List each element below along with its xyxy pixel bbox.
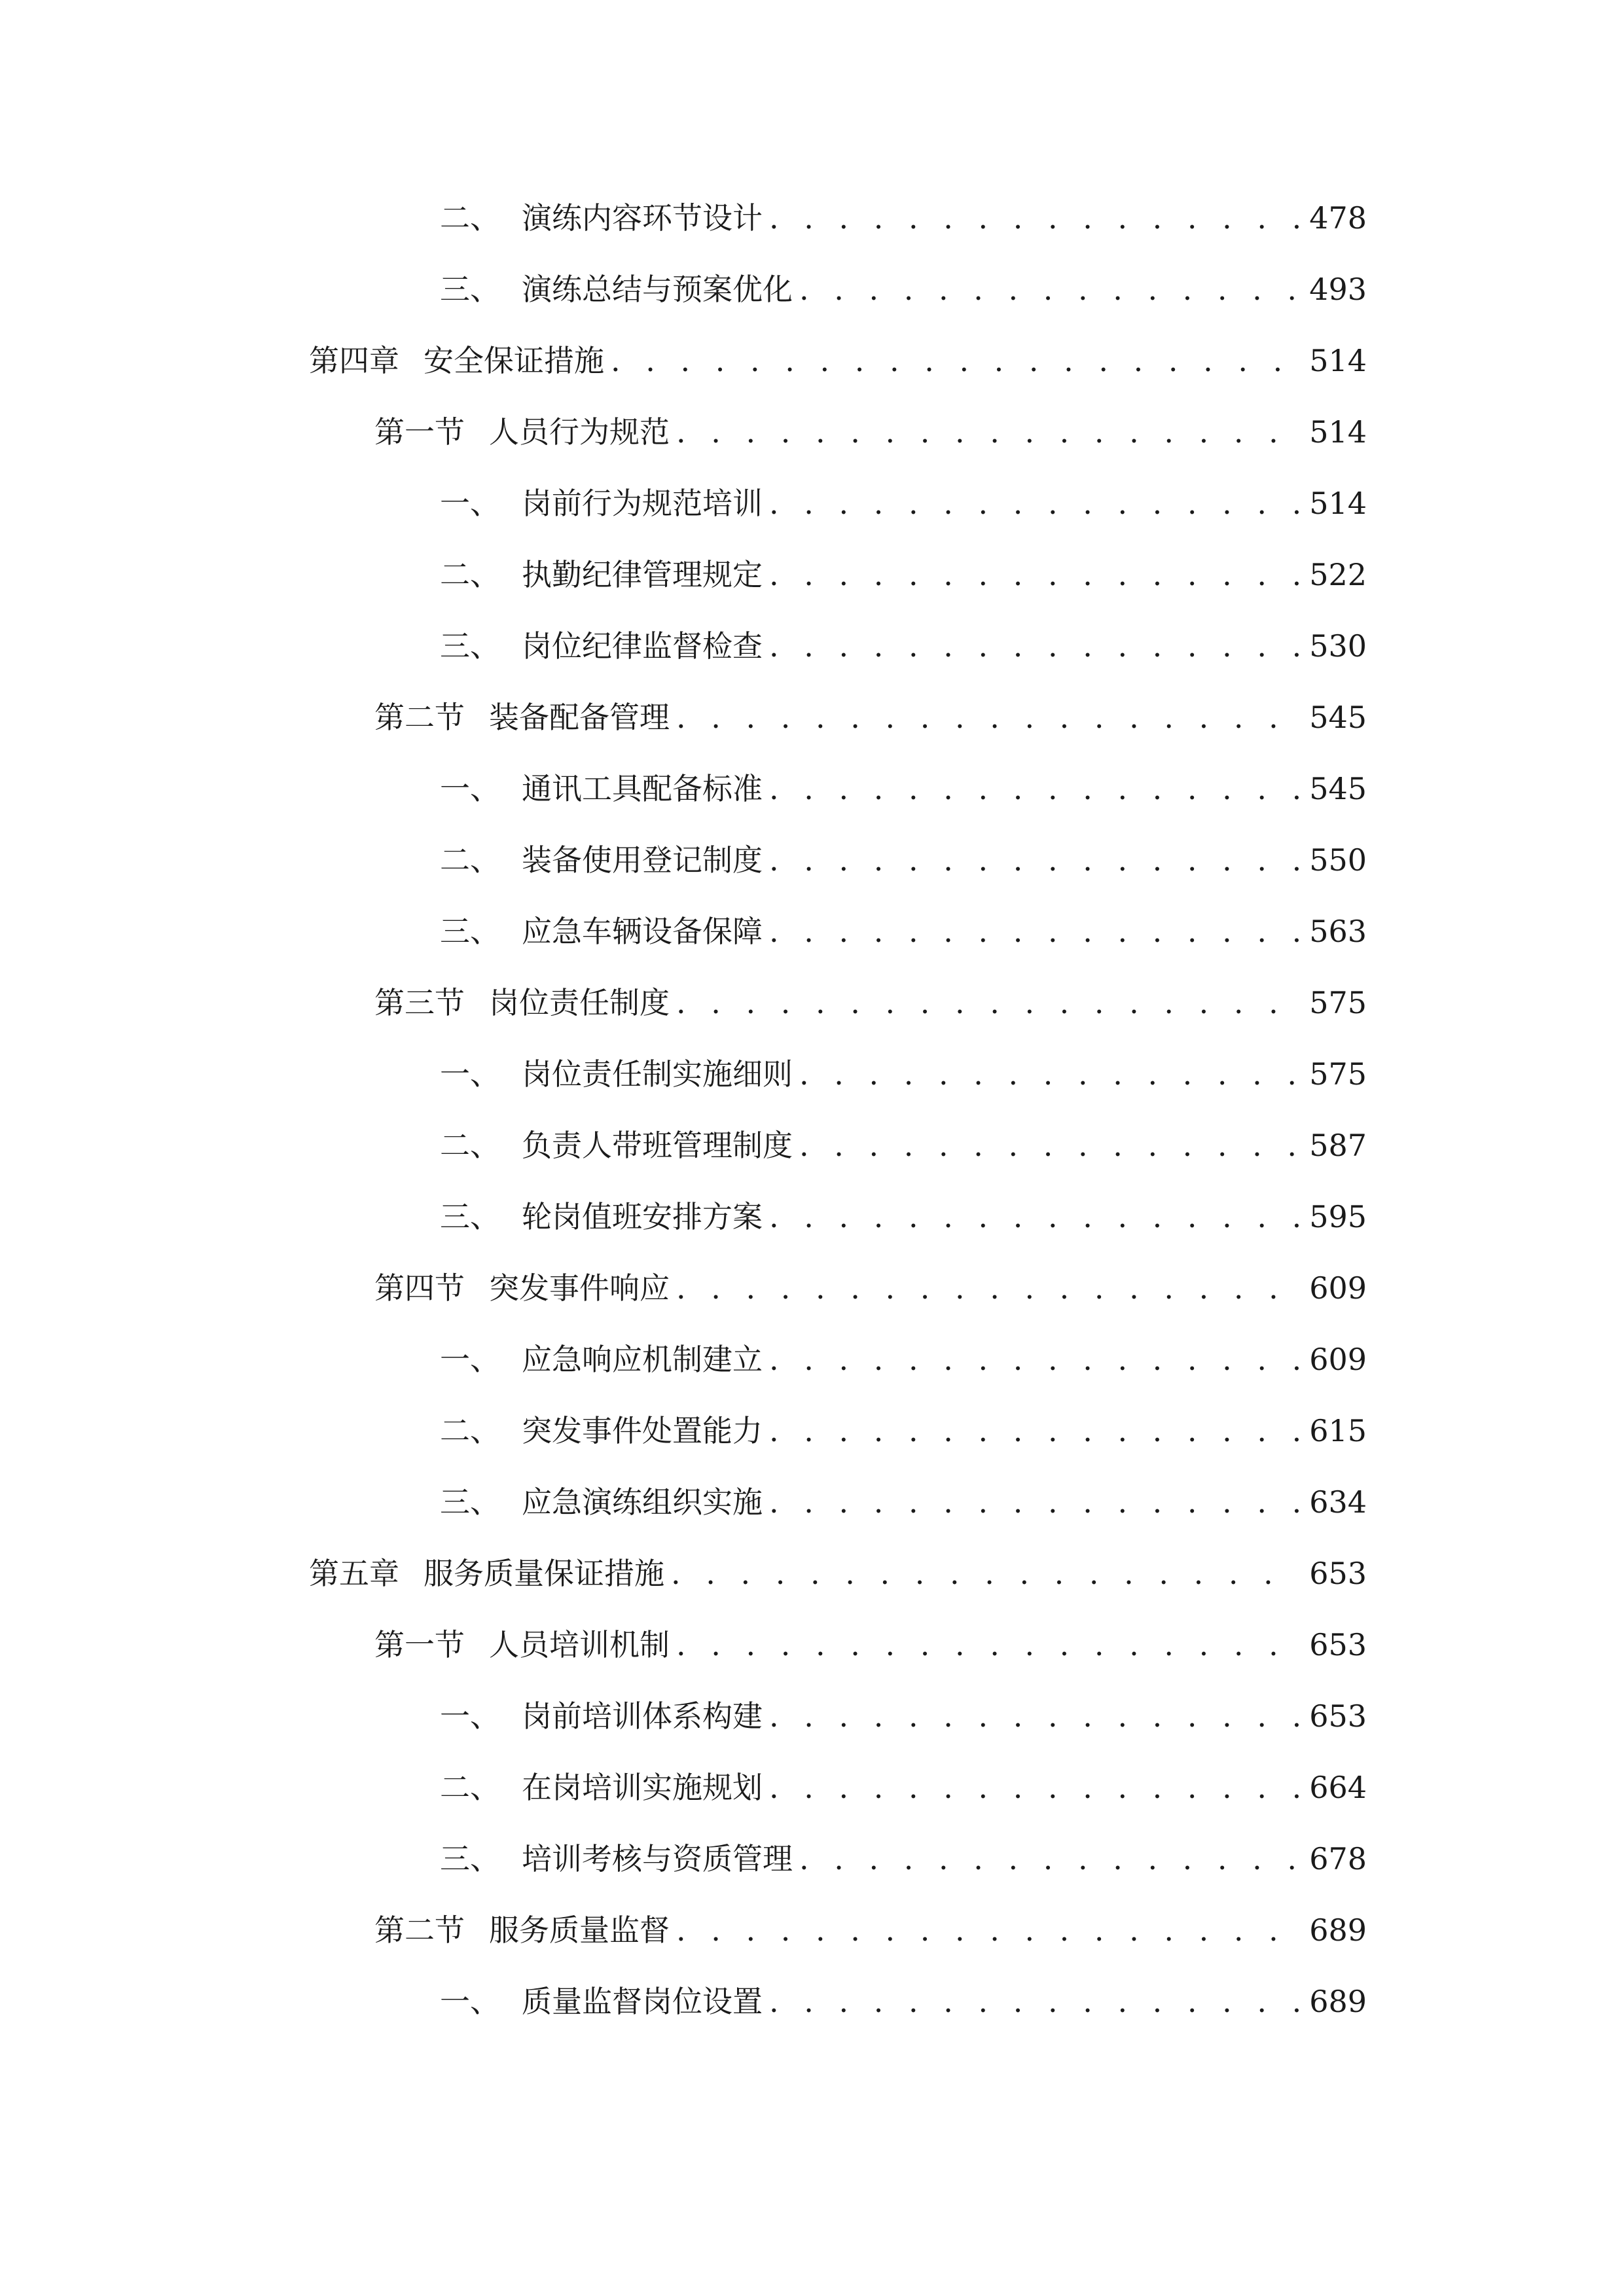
toc-entry-number: 第五章: [309, 1556, 399, 1591]
toc-entry[interactable]: [440, 1051, 1367, 1097]
toc-entry-title: 人员行为规范: [489, 414, 670, 450]
toc-entry-page: 575: [1309, 1056, 1367, 1092]
toc-entry-page: 595: [1309, 1199, 1367, 1234]
dot-leader: [676, 1622, 1300, 1668]
toc-entry[interactable]: [440, 1979, 1367, 2024]
toc-entry[interactable]: [440, 1336, 1367, 1382]
toc-entry-title: 轮岗值班安排方案: [522, 1199, 763, 1234]
toc-entry[interactable]: [440, 266, 1367, 312]
dot-leader: [676, 980, 1300, 1026]
toc-entry[interactable]: [440, 766, 1367, 812]
toc-entry[interactable]: [374, 1265, 1367, 1311]
toc-entry-title: 应急演练组织实施: [522, 1484, 763, 1520]
toc-entry-title: 负责人带班管理制度: [522, 1128, 793, 1163]
dot-leader: [769, 480, 1300, 526]
toc-entry-number: 一、: [440, 1056, 500, 1092]
toc-entry[interactable]: [374, 694, 1367, 740]
toc-entry[interactable]: [440, 480, 1367, 526]
toc-entry-number: 三、: [440, 914, 500, 949]
toc-entry-title: 质量监督岗位设置: [522, 1984, 763, 2019]
toc-entry-title: 岗前行为规范培训: [522, 486, 763, 521]
toc-entry[interactable]: [440, 1408, 1367, 1454]
toc-entry-page: 493: [1309, 272, 1367, 307]
toc-entry-number: 一、: [440, 486, 500, 521]
toc-entry-number: 三、: [440, 272, 500, 307]
toc-entry-number: 第二节: [374, 1912, 465, 1948]
dot-leader: [769, 623, 1300, 669]
toc-entry-title: 人员培训机制: [489, 1627, 670, 1662]
toc-entry[interactable]: [440, 837, 1367, 883]
dot-leader: [611, 338, 1300, 384]
toc-entry-title: 装备配备管理: [489, 700, 670, 735]
toc-entry-page: 478: [1309, 200, 1367, 236]
toc-entry[interactable]: [374, 1622, 1367, 1668]
dot-leader: [799, 266, 1300, 312]
toc-entry-number: 二、: [440, 842, 500, 878]
dot-leader: [676, 409, 1300, 455]
toc-entry-title: 岗位责任制度: [489, 985, 670, 1020]
toc-entry-page: 514: [1309, 486, 1367, 521]
toc-entry-page: 653: [1309, 1698, 1367, 1734]
toc-entry[interactable]: [440, 908, 1367, 954]
dot-leader: [769, 195, 1300, 241]
toc-entry-page: 550: [1309, 842, 1367, 878]
toc-entry-title: 岗前培训体系构建: [522, 1698, 763, 1734]
dot-leader: [769, 908, 1300, 954]
toc-entry-number: 一、: [440, 1698, 500, 1734]
toc-entry-title: 服务质量保证措施: [424, 1556, 664, 1591]
toc-entry[interactable]: [440, 1765, 1367, 1810]
toc-entry-number: 第四章: [309, 343, 399, 378]
dot-leader: [769, 1408, 1300, 1454]
dot-leader: [769, 1194, 1300, 1240]
dot-leader: [676, 694, 1300, 740]
toc-entry-number: 一、: [440, 1342, 500, 1377]
dot-leader: [799, 1122, 1300, 1168]
toc-entry-number: 一、: [440, 771, 500, 806]
toc-entry-page: 689: [1309, 1984, 1367, 2019]
dot-leader: [799, 1051, 1300, 1097]
toc-entry-number: 三、: [440, 1484, 500, 1520]
dot-leader: [769, 1336, 1300, 1382]
toc-entry-number: 三、: [440, 628, 500, 664]
dot-leader: [799, 1836, 1300, 1882]
toc-entry-title: 装备使用登记制度: [522, 842, 763, 878]
toc-entry-page: 609: [1309, 1270, 1367, 1306]
toc-entry[interactable]: [440, 1479, 1367, 1525]
toc-entry-number: 一、: [440, 1984, 500, 2019]
toc-entry-number: 二、: [440, 200, 500, 236]
toc-entry[interactable]: [374, 1907, 1367, 1953]
toc-entry-page: 514: [1309, 414, 1367, 450]
toc-entry[interactable]: [309, 1551, 1367, 1596]
toc-entry-page: 522: [1309, 557, 1367, 592]
toc-entry[interactable]: [440, 1836, 1367, 1882]
toc-entry-page: 653: [1309, 1556, 1367, 1591]
toc-entry-title: 服务质量监督: [489, 1912, 670, 1948]
toc-entry-title: 岗位纪律监督检查: [522, 628, 763, 664]
toc-entry-page: 545: [1309, 771, 1367, 806]
toc-entry-number: 第二节: [374, 700, 465, 735]
toc-entry-title: 岗位责任制实施细则: [522, 1056, 793, 1092]
toc-entry-number: 三、: [440, 1199, 500, 1234]
toc-entry[interactable]: [440, 623, 1367, 669]
toc-entry-title: 在岗培训实施规划: [522, 1770, 763, 1805]
toc-entry-title: 应急响应机制建立: [522, 1342, 763, 1377]
toc-entry-page: 678: [1309, 1841, 1367, 1876]
dot-leader: [769, 837, 1300, 883]
toc-entry[interactable]: [440, 1693, 1367, 1739]
dot-leader: [676, 1907, 1300, 1953]
toc-entry-number: 三、: [440, 1841, 500, 1876]
toc-entry-page: 514: [1309, 343, 1367, 378]
toc-entry-number: 二、: [440, 557, 500, 592]
toc-entry-number: 二、: [440, 1770, 500, 1805]
toc-entry[interactable]: [309, 338, 1367, 384]
toc-entry-page: 664: [1309, 1770, 1367, 1805]
toc-entry-title: 安全保证措施: [424, 343, 604, 378]
toc-entry[interactable]: [440, 1194, 1367, 1240]
toc-entry-title: 演练内容环节设计: [522, 200, 763, 236]
toc-entry-title: 培训考核与资质管理: [522, 1841, 793, 1876]
toc-entry-title: 突发事件响应: [489, 1270, 670, 1306]
toc-entry[interactable]: [440, 552, 1367, 598]
toc-entry-title: 突发事件处置能力: [522, 1413, 763, 1448]
toc-entry-page: 563: [1309, 914, 1367, 949]
toc-entry-page: 634: [1309, 1484, 1367, 1520]
toc-entry-number: 第一节: [374, 414, 465, 450]
toc-entry-number: 第三节: [374, 985, 465, 1020]
toc-entry-number: 二、: [440, 1128, 500, 1163]
toc-entry[interactable]: [440, 1122, 1367, 1168]
toc-entry[interactable]: [374, 980, 1367, 1026]
toc-entry-number: 第一节: [374, 1627, 465, 1662]
toc-entry-page: 653: [1309, 1627, 1367, 1662]
dot-leader: [769, 1979, 1300, 2024]
dot-leader: [769, 1765, 1300, 1810]
toc-entry-title: 演练总结与预案优化: [522, 272, 793, 307]
toc-entry-page: 575: [1309, 985, 1367, 1020]
dot-leader: [769, 766, 1300, 812]
toc-entry-page: 530: [1309, 628, 1367, 664]
toc-entry-number: 第四节: [374, 1270, 465, 1306]
dot-leader: [769, 1693, 1300, 1739]
toc-entry[interactable]: [374, 409, 1367, 455]
toc-entry-title: 应急车辆设备保障: [522, 914, 763, 949]
dot-leader: [671, 1551, 1300, 1596]
toc-entry-page: 545: [1309, 700, 1367, 735]
dot-leader: [676, 1265, 1300, 1311]
toc-entry-title: 执勤纪律管理规定: [522, 557, 763, 592]
dot-leader: [769, 552, 1300, 598]
toc-entry-page: 615: [1309, 1413, 1367, 1448]
toc-entry-number: 二、: [440, 1413, 500, 1448]
toc-entry-title: 通讯工具配备标准: [522, 771, 763, 806]
toc-entry-page: 609: [1309, 1342, 1367, 1377]
toc-entry-page: 587: [1309, 1128, 1367, 1163]
toc-entry[interactable]: [440, 195, 1367, 241]
toc-entry-page: 689: [1309, 1912, 1367, 1948]
dot-leader: [769, 1479, 1300, 1525]
